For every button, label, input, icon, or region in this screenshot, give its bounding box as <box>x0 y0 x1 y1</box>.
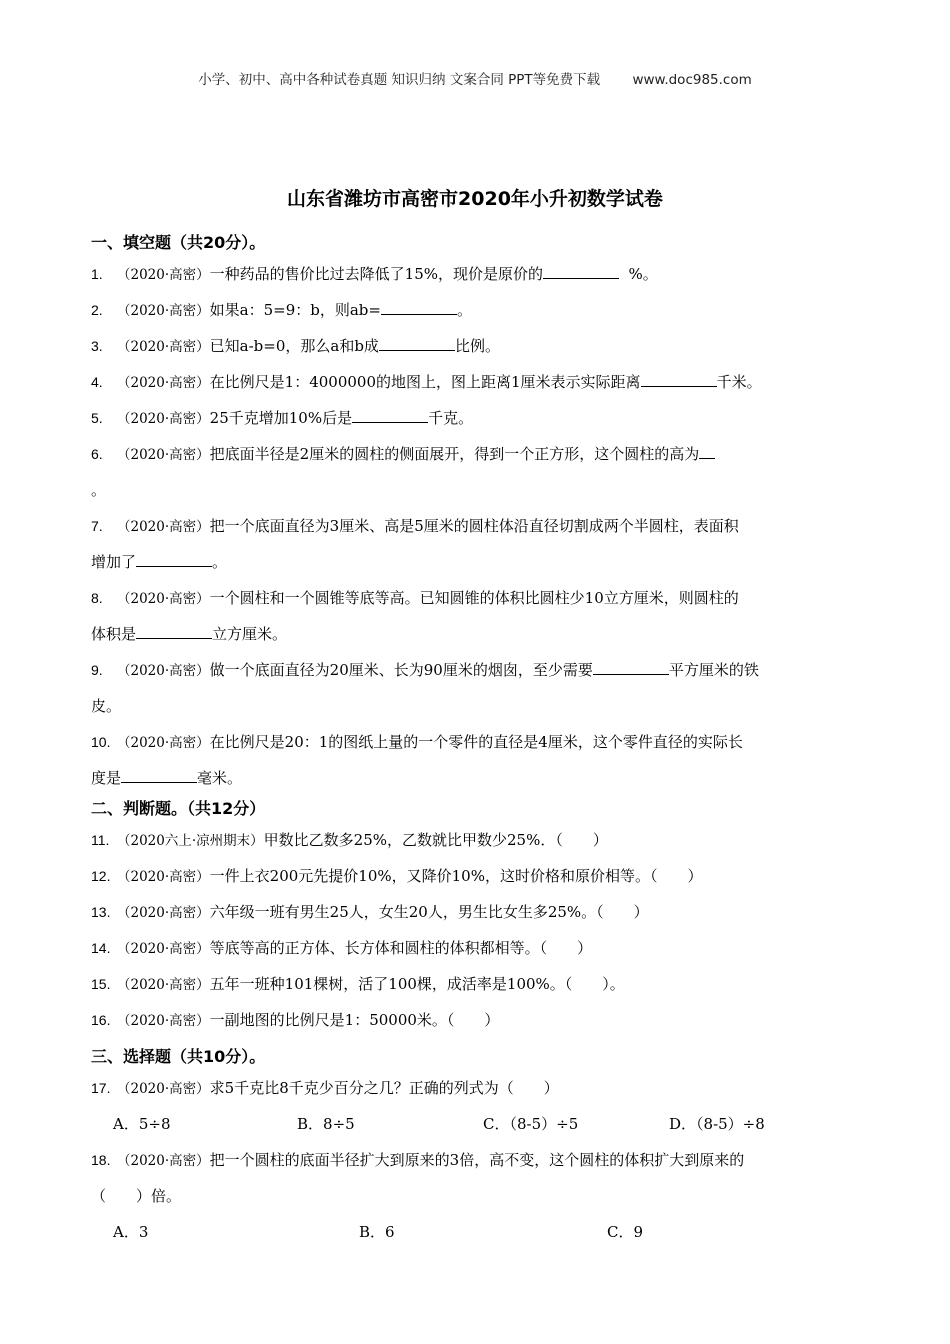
option-b[interactable]: B．8÷5 <box>297 1115 355 1133</box>
question-16[interactable]: 16. （2020·高密）一副地图的比例尺是1：50000米。（ ） <box>91 1011 500 1029</box>
question-6: 6. （2020·高密）把底面半径是2厘米的圆柱的侧面展开，得到一个正方形，这个圆柱的高为 <box>91 436 869 472</box>
option-b[interactable]: B．6 <box>359 1223 395 1241</box>
answer-blank[interactable] <box>381 300 457 315</box>
question-9: 9. （2020·高密）做一个底面直径为20厘米、长为90厘米的烟囱，至少需要 平方厘米的铁 <box>91 661 759 679</box>
option-a[interactable]: A．5÷8 <box>113 1115 171 1133</box>
question-18-options <box>91 1214 869 1250</box>
question-13[interactable]: 13. （2020·高密）六年级一班有男生25人，女生20人，男生比女生多25%。（ ） <box>91 903 649 921</box>
section-fill-in: 一、填空题（共20分）。 <box>91 233 266 252</box>
section-multiple-choice: 三、选择题（共10分）。 <box>91 1047 266 1066</box>
question-15[interactable]: 15. （2020·高密）五年一班种101棵树，活了100棵，成活率是100%。（ ）。 <box>91 975 625 993</box>
question-18: 18. （2020·高密）把一个圆柱的底面半径扩大到原来的3倍，高不变，这个圆柱的体积扩大到原来的 <box>91 1151 745 1169</box>
question-7: 7. （2020·高密）把一个底面直径为3厘米、高是5厘米的圆柱体沿直径切割成两个半圆柱，表面积 <box>91 517 739 535</box>
question-1: 1. （2020·高密）一种药品的售价比过去降低了15%，现价是原价的 %。 <box>91 265 658 283</box>
question-10-cont: 度是 毫米。 <box>91 769 243 787</box>
question-5: 5. （2020·高密）25千克增加10%后是 千克。 <box>91 409 474 427</box>
answer-blank[interactable] <box>641 372 717 387</box>
question-6-cont: 。 <box>91 481 107 499</box>
answer-blank[interactable] <box>121 768 197 783</box>
header-text: 小学、初中、高中各种试卷真题 知识归纳 文案合同 PPT等免费下载 <box>198 72 601 88</box>
answer-blank[interactable] <box>379 336 455 351</box>
option-c[interactable]: C．9 <box>607 1223 644 1241</box>
question-2: 2. （2020·高密）如果a：5=9：b，则ab= 。 <box>91 301 472 319</box>
question-10: 10. （2020·高密）在比例尺是20：1的图纸上量的一个零件的直径是4厘米，这个零件直径的实际长 <box>91 733 743 751</box>
question-17-options <box>91 1106 869 1142</box>
answer-blank[interactable] <box>352 408 428 423</box>
question-8-cont: 体积是 立方厘米。 <box>91 625 288 643</box>
option-a[interactable]: A．3 <box>113 1223 149 1241</box>
question-12[interactable]: 12. （2020·高密）一件上衣200元先提价10%，又降价10%，这时价格和原价相等。（ ） <box>91 867 703 885</box>
header-site[interactable]: www.doc985.com <box>632 72 752 88</box>
question-3: 3. （2020·高密）已知a-b=0，那么a和b成 比例。 <box>91 337 500 355</box>
answer-blank[interactable] <box>699 444 715 459</box>
question-7-cont: 增加了 。 <box>91 553 228 571</box>
question-18-cont: （ ）倍。 <box>91 1187 182 1205</box>
exam-title: 山东省潍坊市高密市2020年小升初数学试卷 <box>287 188 663 210</box>
answer-blank[interactable] <box>136 624 212 639</box>
question-9-cont: 皮。 <box>91 697 122 715</box>
exam-content <box>91 230 869 1250</box>
question-17: 17. （2020·高密）求5千克比8千克少百分之几？正确的列式为（ ） <box>91 1079 559 1097</box>
answer-blank[interactable] <box>136 552 212 567</box>
question-11[interactable]: 11. （2020六上·凉州期末）甲数比乙数多25%，乙数就比甲数少25%．（ ） <box>91 831 608 849</box>
option-c[interactable]: C．（8-5）÷5 <box>483 1115 579 1133</box>
section-true-false: 二、判断题。（共12分） <box>91 799 266 818</box>
question-8: 8. （2020·高密）一个圆柱和一个圆锥等底等高。已知圆锥的体积比圆柱少10立方厘米，则圆柱的 <box>91 589 739 607</box>
question-14[interactable]: 14. （2020·高密）等底等高的正方体、长方体和圆柱的体积都相等。（ ） <box>91 939 593 957</box>
page-header <box>0 68 950 88</box>
question-4: 4. （2020·高密）在比例尺是1：4000000的地图上，图上距离1厘米表示实际距离 千米。 <box>91 373 762 391</box>
answer-blank[interactable] <box>543 264 619 279</box>
answer-blank[interactable] <box>593 660 669 675</box>
option-d[interactable]: D．（8-5）÷8 <box>669 1115 765 1133</box>
